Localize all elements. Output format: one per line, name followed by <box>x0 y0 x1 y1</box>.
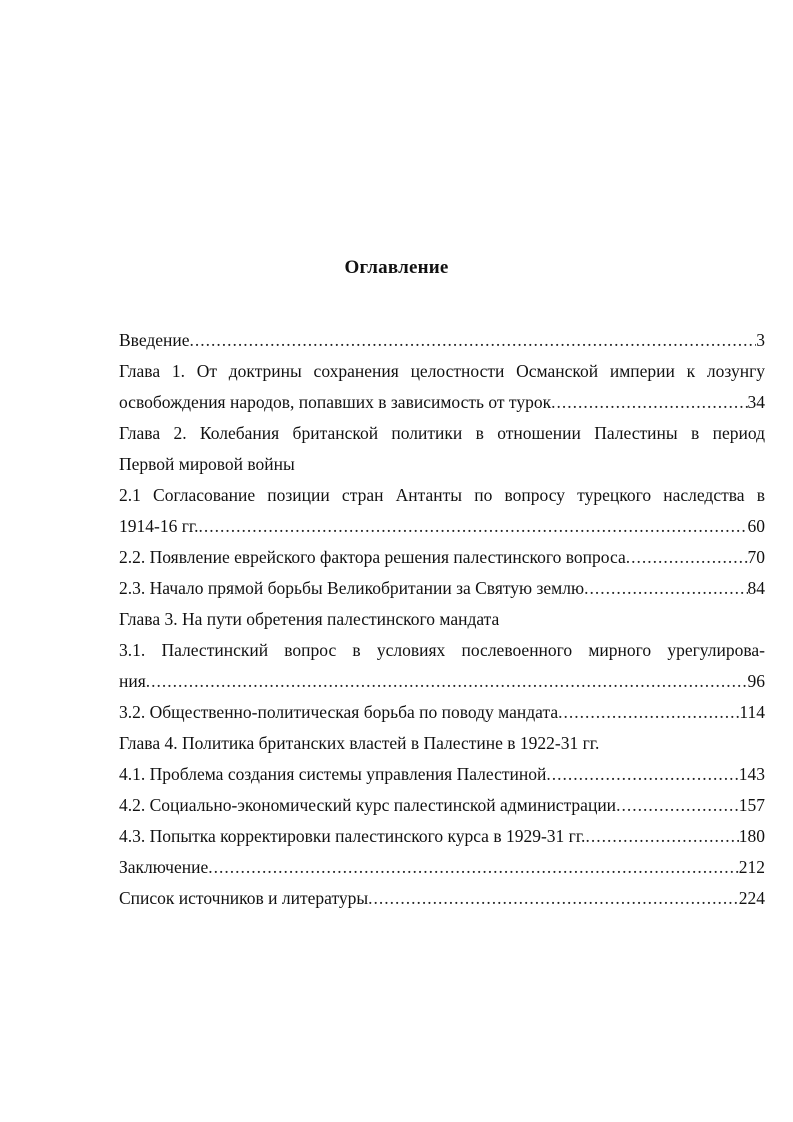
dot-leader <box>198 511 747 542</box>
toc-entry-title: 2.3. Начало прямой борьбы Великобритании за Святую землю <box>119 578 585 598</box>
toc-entry-title: 4.1. Проблема создания системы управления Палестиной <box>119 764 547 784</box>
toc-entry-2-1[interactable] <box>119 511 765 542</box>
dot-leader <box>626 542 748 573</box>
toc-page-number: 114 <box>739 702 765 722</box>
toc-entry-4-2[interactable] <box>119 790 765 821</box>
dot-leader <box>551 387 747 418</box>
toc-entry-4-1[interactable] <box>119 759 765 790</box>
toc-entry-3-1[interactable] <box>119 666 765 697</box>
toc-entry-2-3[interactable] <box>119 573 765 604</box>
toc-entry-2-2[interactable] <box>119 542 765 573</box>
toc-entry-title: ния <box>119 671 146 691</box>
toc-entry-chapter-2[interactable] <box>119 449 765 480</box>
toc-entry-title: 4.3. Попытка корректировки палестинского курса в 1929-31 гг. <box>119 826 586 846</box>
toc-entry-title: 1914-16 гг. <box>119 516 199 536</box>
toc-page-number: 157 <box>738 795 765 815</box>
toc-entry-title: 3.2. Общественно-политическая борьба по поводу мандата <box>119 702 559 722</box>
toc-entry-title: Глава 3. На пути обретения палестинского мандата <box>119 609 500 629</box>
toc-entry-title: Первой мировой войны <box>119 454 295 474</box>
toc-page-number: 96 <box>747 671 765 691</box>
toc-entry-chapter-2-line-1[interactable]: Глава 2. Колебания британской политики в отношении Палестины в период <box>119 423 765 443</box>
toc-entry-title: Заключение <box>119 857 209 877</box>
toc-entry-title: 2.2. Появление еврейского фактора решения палестинского вопроса <box>119 547 626 567</box>
dot-leader <box>584 573 747 604</box>
toc-entry-introduction[interactable] <box>119 325 765 356</box>
toc-page-number: 224 <box>738 888 765 908</box>
dot-leader <box>585 821 738 852</box>
toc-entry-conclusion[interactable] <box>119 852 765 883</box>
dot-leader <box>558 697 739 728</box>
dot-leader <box>190 325 757 356</box>
toc-page-number: 212 <box>738 857 765 877</box>
table-of-contents <box>119 325 765 914</box>
toc-entry-chapter-4[interactable] <box>119 728 765 759</box>
toc-entry-chapter-3[interactable] <box>119 604 765 635</box>
toc-entry-title: Список источников и литературы <box>119 888 369 908</box>
toc-entry-4-3[interactable] <box>119 821 765 852</box>
toc-entry-title: Глава 4. Политика британских властей в Палестине в 1922-31 гг. <box>119 733 600 753</box>
toc-entry-3-2[interactable] <box>119 697 765 728</box>
toc-entry-title: Введение <box>119 330 190 350</box>
toc-page-number: 70 <box>747 547 765 567</box>
toc-entry-chapter-1[interactable] <box>119 387 765 418</box>
toc-entry-3-1-line-1[interactable]: 3.1. Палестинский вопрос в условиях послевоенного мирного урегулирова- <box>119 640 765 660</box>
toc-page-number: 34 <box>747 392 765 412</box>
dot-leader <box>146 666 748 697</box>
toc-page-number: 180 <box>738 826 765 846</box>
dot-leader <box>208 852 739 883</box>
toc-page-number: 143 <box>738 764 765 784</box>
toc-entry-title: освобождения народов, попавших в зависимость от турок <box>119 392 552 412</box>
toc-entry-bibliography[interactable] <box>119 883 765 914</box>
toc-page-number: 3 <box>756 330 765 350</box>
toc-entry-chapter-1-line-1[interactable]: Глава 1. От доктрины сохранения целостности Османской империи к лозунгу <box>119 361 765 381</box>
page-title: Оглавление <box>344 257 449 278</box>
dot-leader <box>616 790 739 821</box>
dot-leader <box>368 883 739 914</box>
toc-page-number: 60 <box>747 516 765 536</box>
toc-entry-title: 4.2. Социально-экономический курс палестинской администрации <box>119 795 617 815</box>
toc-entry-2-1-line-1[interactable]: 2.1 Согласование позиции стран Антанты по вопросу турецкого наследства в <box>119 485 765 505</box>
dot-leader <box>546 759 738 790</box>
toc-page-number: 84 <box>747 578 765 598</box>
